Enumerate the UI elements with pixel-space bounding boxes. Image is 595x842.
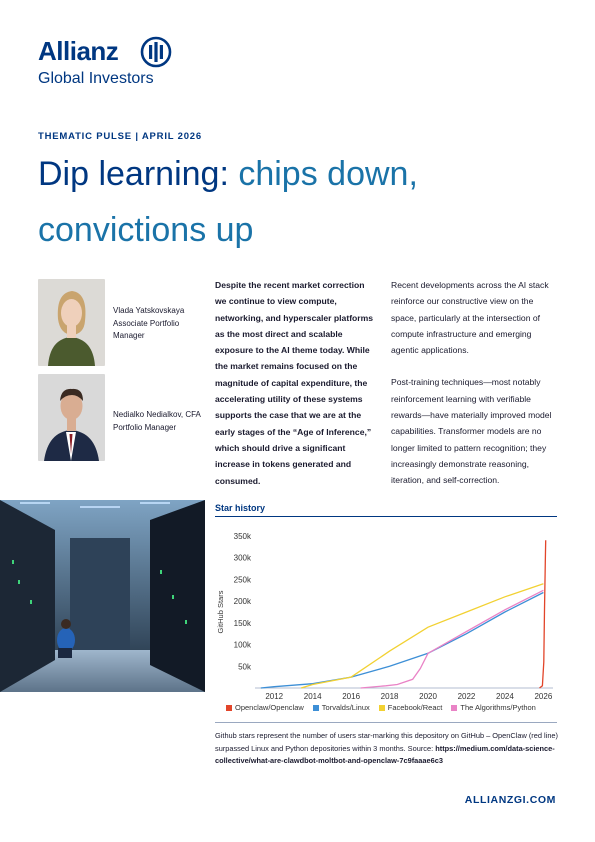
x-tick-label: 2022 xyxy=(457,692,476,701)
brand-name: Allianz xyxy=(38,36,119,66)
body-paragraph-2: Post-training techniques—most notably reinforcement learning with verifiable rewards—have materially improved model capabilities. Transformer models are no longer limited to pattern recognition; they increasingly demonstrate reasoning, iteration, and self-correction. xyxy=(391,377,552,486)
y-axis-label: GitHub Stars xyxy=(216,590,225,634)
series-line xyxy=(301,584,543,688)
legend-swatch xyxy=(379,705,385,711)
x-tick-label: 2014 xyxy=(303,692,322,701)
y-tick-label: 300k xyxy=(233,553,251,563)
y-tick-label: 150k xyxy=(233,618,251,628)
author-name-1: Vlada Yatskovskaya xyxy=(113,306,185,315)
legend-item xyxy=(379,703,443,712)
legend-swatch xyxy=(313,705,319,711)
legend-label: Facebook/React xyxy=(387,703,443,712)
legend-item xyxy=(226,703,304,712)
chart-caption xyxy=(215,730,560,768)
caption-rule xyxy=(215,722,557,723)
series-line xyxy=(261,593,544,689)
legend-label: The Algorithms/Python xyxy=(460,703,536,712)
y-tick-label: 350k xyxy=(233,532,251,541)
legend-swatch xyxy=(226,705,232,711)
caption-text: Github stars represent the number of users star-marking this depository on GitHub – OpenClaw (red line) surpassed Linux and Python depositories within 3 months. Source: xyxy=(215,731,558,753)
body-paragraph-1: Recent developments across the AI stack reinforce our constructive view on the space, particularly at the intersection of compute infrastructure and emerging agentic applications. xyxy=(391,280,549,356)
caption-source-link[interactable]: https://medium.com/data-science-collective/what-are-clawdbot-moltbot-and-openclaw-7c9faaae6c3 xyxy=(215,743,555,765)
data-center-photo xyxy=(0,500,205,692)
author-role-1: Associate Portfolio Manager xyxy=(113,319,180,340)
author-photo-1 xyxy=(38,279,105,366)
author-role-2: Portfolio Manager xyxy=(113,423,177,432)
title-part-2: chips down, convictions up xyxy=(38,155,418,249)
series-line xyxy=(361,590,544,688)
star-history-chart xyxy=(215,520,560,720)
chart-title-rule xyxy=(215,516,557,517)
legend-item xyxy=(451,703,535,712)
x-tick-label: 2020 xyxy=(419,692,437,701)
legend-swatch xyxy=(451,705,457,711)
body-column-2 xyxy=(391,277,561,505)
title-part-1: Dip learning: xyxy=(38,155,239,193)
x-tick-label: 2018 xyxy=(380,692,399,701)
allianz-eagle-icon xyxy=(140,36,172,68)
y-tick-label: 100k xyxy=(233,640,251,650)
x-tick-label: 2016 xyxy=(342,692,361,701)
website-link[interactable]: ALLIANZGI.COM xyxy=(464,794,556,806)
brand-subtitle: Global Investors xyxy=(38,70,154,87)
x-tick-label: 2026 xyxy=(534,692,553,701)
y-tick-label: 250k xyxy=(233,575,251,585)
chart-legend xyxy=(226,703,536,712)
chart-title: Star history xyxy=(215,503,266,513)
legend-item xyxy=(313,703,370,712)
report-kicker: THEMATIC PULSE | APRIL 2026 xyxy=(38,131,202,142)
legend-label: Openclaw/Openclaw xyxy=(235,703,304,712)
page-title xyxy=(38,146,558,258)
author-name-2: Nedialko Nedialkov, CFA xyxy=(113,410,201,419)
lead-paragraph: Despite the recent market correction we continue to view compute, networking, and hyperscaler platforms as the most direct and scalable exposure to the AI theme today. While the market remains focused on the magnitude of capital expenditure, the accelerating utility of these systems supports the case that we are at the early stages of the “Age of Inference,” which should drive a significant increase in tokens generated and consumed. xyxy=(215,280,374,486)
y-tick-label: 50k xyxy=(238,662,251,672)
x-tick-label: 2012 xyxy=(265,692,284,701)
series-line xyxy=(540,540,546,688)
author-photo-2 xyxy=(38,374,105,461)
legend-label: Torvalds/Linux xyxy=(321,703,370,712)
y-tick-label: 200k xyxy=(233,597,251,607)
x-tick-label: 2024 xyxy=(496,692,514,701)
